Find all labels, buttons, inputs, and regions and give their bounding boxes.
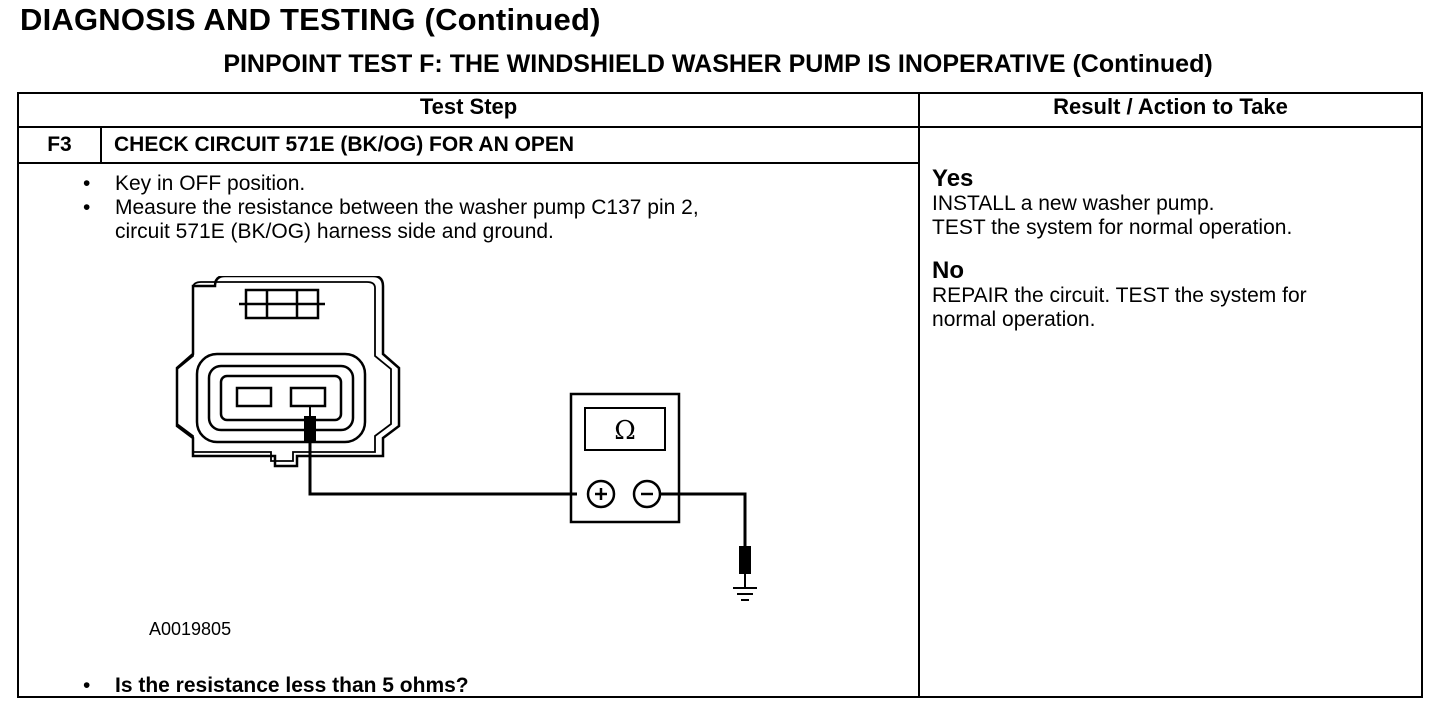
result-yes [932, 166, 1292, 240]
header-result-action: Result / Action to Take [919, 93, 1422, 127]
result-no-line: REPAIR the circuit. TEST the system for [932, 284, 1307, 307]
ohmmeter-icon [571, 394, 679, 522]
pinpoint-test-title-text: PINPOINT TEST F: THE WINDSHIELD WASHER PUMP IS INOPERATIVE (Continued) [223, 50, 1213, 78]
connector-ohmmeter-diagram [139, 276, 779, 686]
instruction-item: • Measure the resistance between the washer pump C137 pin 2, circuit 571E (BK/OG) harness side and ground. [115, 196, 918, 244]
pinpoint-test-title [0, 50, 1436, 79]
result-yes-line: TEST the system for normal operation. [932, 216, 1293, 239]
ground-symbol-icon [733, 588, 757, 600]
instruction-list [19, 172, 918, 244]
result-yes-line: INSTALL a new washer pump. [932, 192, 1215, 215]
connector-drawing [177, 276, 399, 466]
probe-tip-icon [304, 416, 316, 442]
result-cell [919, 127, 1422, 697]
result-yes-label: Yes [932, 165, 974, 192]
instruction-item: • Key in OFF position. [115, 172, 918, 196]
test-question: • Is the resistance less than 5 ohms? [115, 674, 469, 698]
header-test-step: Test Step [18, 93, 919, 127]
page-title: DIAGNOSIS AND TESTING (Continued) [20, 2, 601, 37]
test-lead-negative [660, 494, 745, 546]
step-body [18, 163, 919, 697]
meter-display-symbol: Ω [614, 416, 636, 446]
result-no-line: normal operation. [932, 308, 1096, 331]
step-id: F3 [18, 127, 101, 163]
test-lead-positive [310, 442, 577, 494]
figure-id: A0019805 [149, 619, 232, 639]
pinpoint-test-table [17, 92, 1423, 698]
result-no-label: No [932, 257, 965, 284]
ground-probe-icon [739, 546, 751, 574]
result-no [932, 258, 1307, 332]
step-title: CHECK CIRCUIT 571E (BK/OG) FOR AN OPEN [101, 127, 919, 163]
